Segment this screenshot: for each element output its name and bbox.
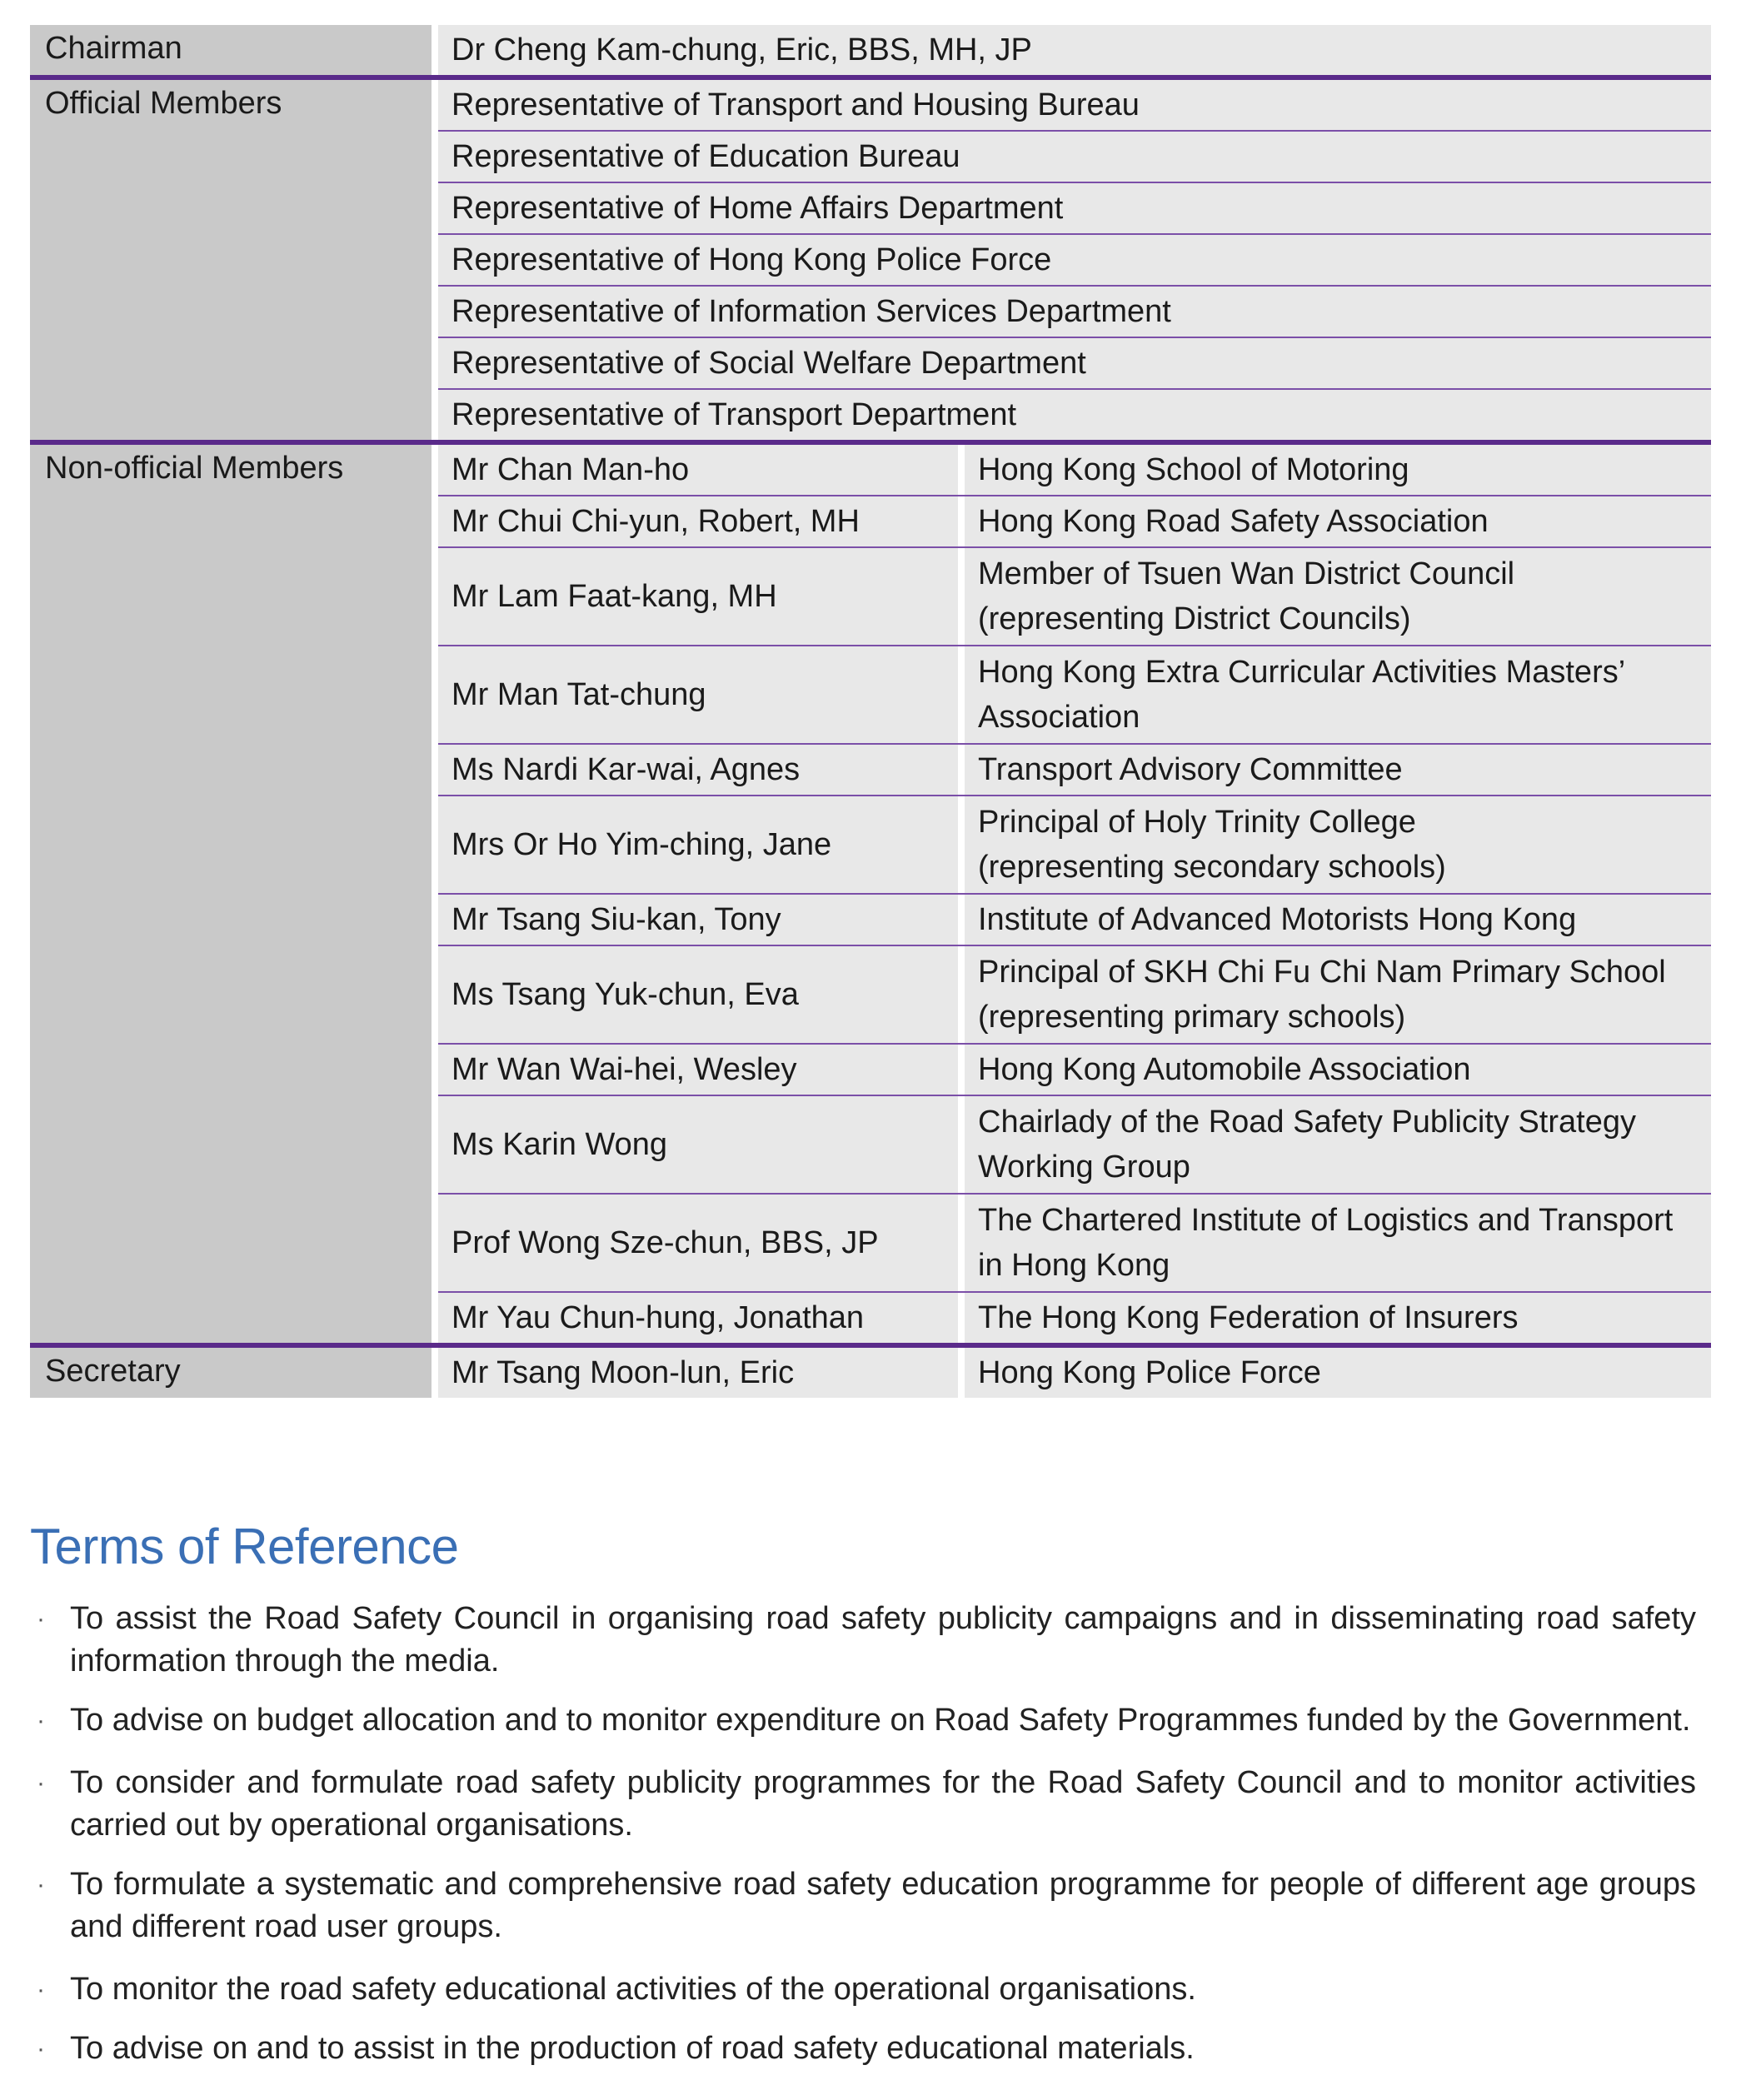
table-row (438, 285, 1711, 337)
table-row (438, 893, 1711, 945)
list-item (30, 1968, 1696, 2011)
table-row (438, 80, 1711, 130)
organisation-line: (representing District Councils) (978, 601, 1411, 636)
role-label-official-members: Official Members (30, 80, 432, 440)
terms-item-text: To consider and formulate road safety publicity programmes for the Road Safety Council and to monitor activities carried out by operational organisations. (70, 1765, 1696, 1843)
table-row (438, 495, 1711, 546)
terms-item-text: To assist the Road Safety Council in organising road safety publicity campaigns and in disseminating road safety information through the media. (70, 1601, 1696, 1679)
table-row (438, 1043, 1711, 1095)
member-name: Ms Tsang Yuk-chun, Eva (438, 946, 958, 1043)
terms-item-text: To advise on budget allocation and to monitor expenditure on Road Safety Programmes funded by the Government. (70, 1703, 1691, 1738)
member-name: Ms Nardi Kar-wai, Agnes (438, 745, 958, 795)
member-name: Mr Tsang Siu-kan, Tony (438, 895, 958, 945)
bullet-icon: · (37, 1976, 45, 2003)
organisation-line: Transport Advisory Committee (978, 752, 1403, 787)
table-row (438, 546, 1711, 645)
official-member-name: Representative of Social Welfare Department (438, 338, 1711, 388)
table-row (438, 182, 1711, 233)
official-member-name: Representative of Information Services Department (438, 287, 1711, 337)
organisation-line: The Chartered Institute of Logistics and Transport (978, 1203, 1674, 1238)
table-row (438, 645, 1711, 743)
member-organisation (965, 1195, 1711, 1291)
terms-item-text: To advise on and to assist in the production of road safety educational materials. (70, 2031, 1195, 2066)
member-name: Mr Wan Wai-hei, Wesley (438, 1045, 958, 1095)
member-organisation (965, 745, 1711, 795)
member-organisation (965, 895, 1711, 945)
member-organisation (965, 646, 1711, 743)
terms-item-text: To formulate a systematic and comprehensive road safety education programme for people of different age groups and different road user groups. (70, 1867, 1696, 1944)
table-row (438, 945, 1711, 1043)
list-item (30, 1699, 1696, 1742)
organisation-line: Hong Kong Road Safety Association (978, 504, 1489, 539)
member-organisation (965, 1096, 1711, 1193)
official-member-name: Representative of Transport and Housing Bureau (438, 80, 1711, 130)
secretary-group (30, 1343, 1711, 1398)
list-item (30, 1598, 1696, 1683)
member-name: Mr Chan Man-ho (438, 445, 958, 495)
terms-of-reference-list (30, 1598, 1696, 2070)
member-organisation (965, 445, 1711, 495)
bullet-icon: · (37, 1605, 45, 1633)
organisation-line: The Hong Kong Federation of Insurers (978, 1300, 1519, 1335)
member-organisation (965, 1045, 1711, 1095)
table-row (438, 388, 1711, 440)
official-member-name: Representative of Hong Kong Police Force (438, 235, 1711, 285)
list-item (30, 1762, 1696, 1847)
secretary-organisation: Hong Kong Police Force (965, 1348, 1711, 1398)
member-name: Mr Lam Faat-kang, MH (438, 548, 958, 645)
table-row (438, 445, 1711, 495)
table-row (438, 233, 1711, 285)
organisation-line: Principal of Holy Trinity College (978, 805, 1416, 840)
table-row (438, 1348, 1711, 1398)
bullet-icon: · (37, 1707, 45, 1734)
role-label-non-official-members: Non-official Members (30, 445, 432, 1343)
member-organisation (965, 548, 1711, 645)
member-organisation (965, 796, 1711, 893)
organisation-line: Principal of SKH Chi Fu Chi Nam Primary School (978, 955, 1666, 990)
non-official-members-group (30, 440, 1711, 1343)
list-item (30, 1863, 1696, 1948)
list-item (30, 2028, 1696, 2070)
table-row (438, 1291, 1711, 1343)
organisation-line: Hong Kong Automobile Association (978, 1052, 1471, 1087)
bullet-icon: · (37, 1769, 45, 1797)
official-members-group (30, 75, 1711, 440)
organisation-line: Working Group (978, 1150, 1190, 1185)
organisation-line: (representing secondary schools) (978, 850, 1446, 885)
organisation-line: Institute of Advanced Motorists Hong Kong (978, 902, 1577, 937)
official-member-name: Representative of Education Bureau (438, 132, 1711, 182)
member-organisation (965, 496, 1711, 546)
role-label-chairman: Chairman (30, 25, 432, 75)
chairman-name: Dr Cheng Kam-chung, Eric, BBS, MH, JP (438, 25, 1711, 75)
organisation-line: Hong Kong Extra Curricular Activities Masters’ (978, 655, 1626, 690)
table-row (438, 25, 1711, 75)
organisation-line: Hong Kong School of Motoring (978, 452, 1409, 487)
organisation-line: (representing primary schools) (978, 1000, 1406, 1035)
official-member-name: Representative of Home Affairs Department (438, 183, 1711, 233)
member-name: Mr Man Tat-chung (438, 646, 958, 743)
member-name: Mrs Or Ho Yim-ching, Jane (438, 796, 958, 893)
terms-item-text: To monitor the road safety educational activities of the operational organisations. (70, 1972, 1196, 2007)
bullet-icon: · (37, 1871, 45, 1898)
member-organisation (965, 946, 1711, 1043)
official-member-name: Representative of Transport Department (438, 390, 1711, 440)
secretary-name: Mr Tsang Moon-lun, Eric (438, 1348, 958, 1398)
organisation-line: Association (978, 700, 1140, 735)
member-organisation (965, 1293, 1711, 1343)
table-row (438, 743, 1711, 795)
membership-table (30, 25, 1711, 1398)
member-name: Prof Wong Sze-chun, BBS, JP (438, 1195, 958, 1291)
terms-of-reference-title: Terms of Reference (30, 1519, 459, 1574)
table-row (438, 1193, 1711, 1291)
role-label-secretary: Secretary (30, 1348, 432, 1398)
organisation-line: in Hong Kong (978, 1248, 1170, 1283)
member-name: Ms Karin Wong (438, 1096, 958, 1193)
bullet-icon: · (37, 2035, 45, 2063)
table-row (438, 795, 1711, 893)
table-row (438, 337, 1711, 388)
table-row (438, 1095, 1711, 1193)
organisation-line: Member of Tsuen Wan District Council (978, 556, 1515, 591)
chairman-group (30, 25, 1711, 75)
member-name: Mr Chui Chi-yun, Robert, MH (438, 496, 958, 546)
table-row (438, 130, 1711, 182)
member-name: Mr Yau Chun-hung, Jonathan (438, 1293, 958, 1343)
organisation-line: Chairlady of the Road Safety Publicity Strategy (978, 1105, 1636, 1140)
